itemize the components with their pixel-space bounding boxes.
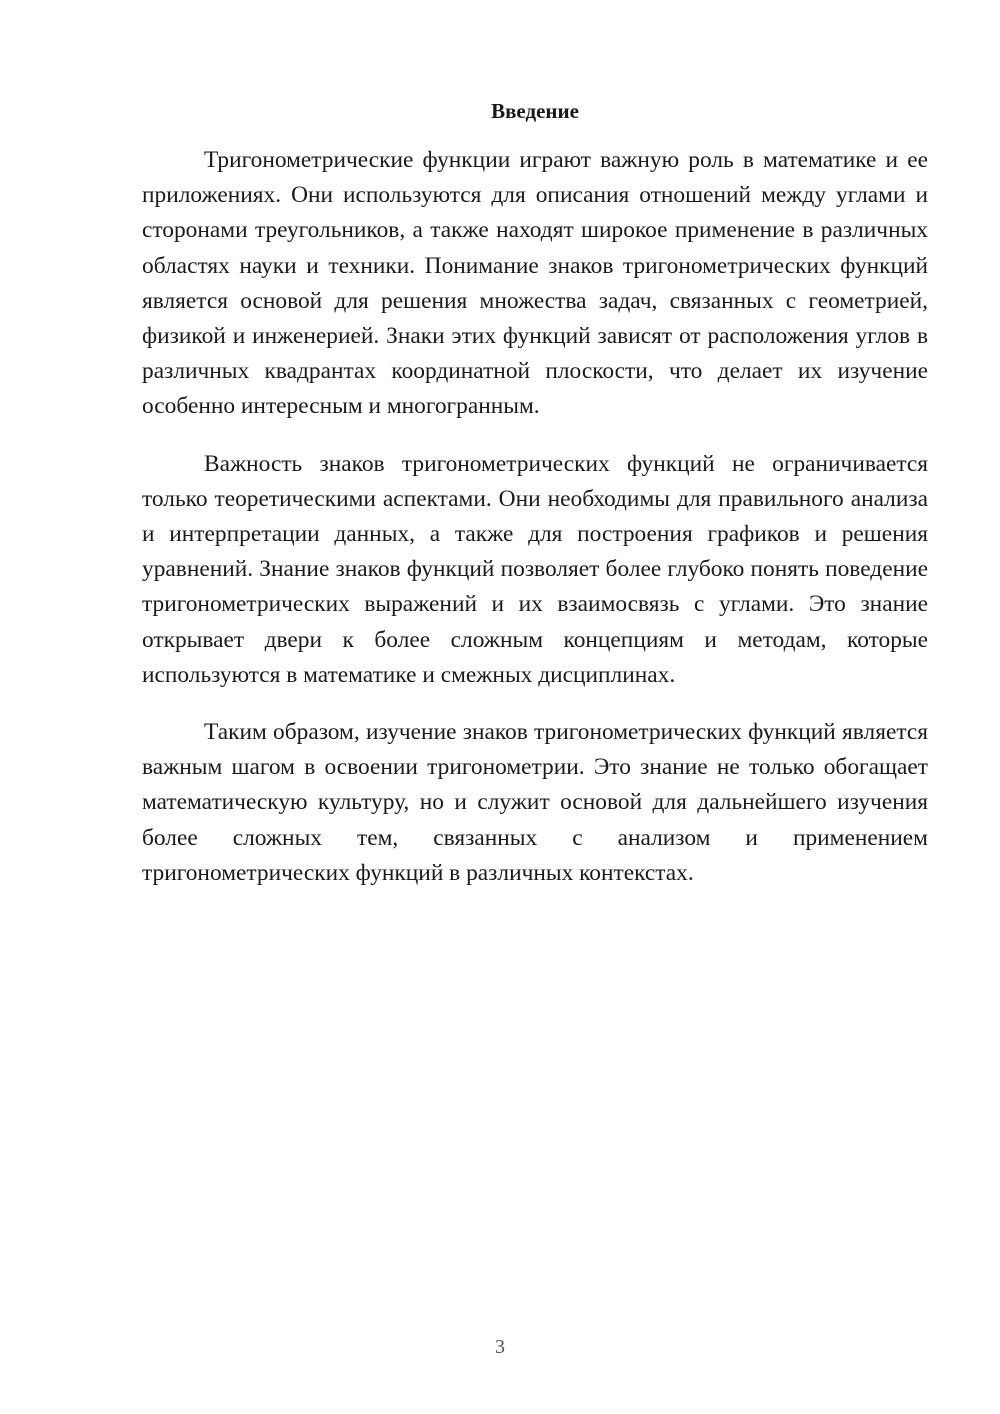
body-text <box>142 143 928 913</box>
section-heading: Введение <box>491 99 579 123</box>
paragraph-3: Таким образом, изучение знаков тригонометрических функций является важным шагом в освоении тригонометрии. Это знание не только обогащает математическую культуру, но и служит основой для дальнейшего изучения более сложных тем, связанных с анализом и применением тригонометрических функций в различных контекстах. <box>142 719 928 886</box>
paragraph-1: Тригонометрические функции играют важную роль в математике и ее приложениях. Они используются для описания отношений между углами и сторонами треугольников, а также находят широкое применение в различных областях науки и техники. Понимание знаков тригонометрических функций является основой для решения множества задач, связанных с геометрией, физикой и инженерией. Знаки этих функций зависят от расположения углов в различных квадрантах координатной плоскости, что делает их изучение особенно интересным и многогранным. <box>142 147 928 420</box>
page-number: 3 <box>495 1336 505 1358</box>
paragraph-2: Важность знаков тригонометрических функций не ограничивается только теоретическими аспектами. Они необходимы для правильного анализа и интерпретации данных, а также для построения графиков и решения уравнений. Знание знаков функций позволяет более глубоко понять поведение тригонометрических выражений и их взаимосвязь с углами. Это знание открывает двери к более сложным концепциям и методам, которые используются в математике и смежных дисциплинах. <box>142 450 928 688</box>
